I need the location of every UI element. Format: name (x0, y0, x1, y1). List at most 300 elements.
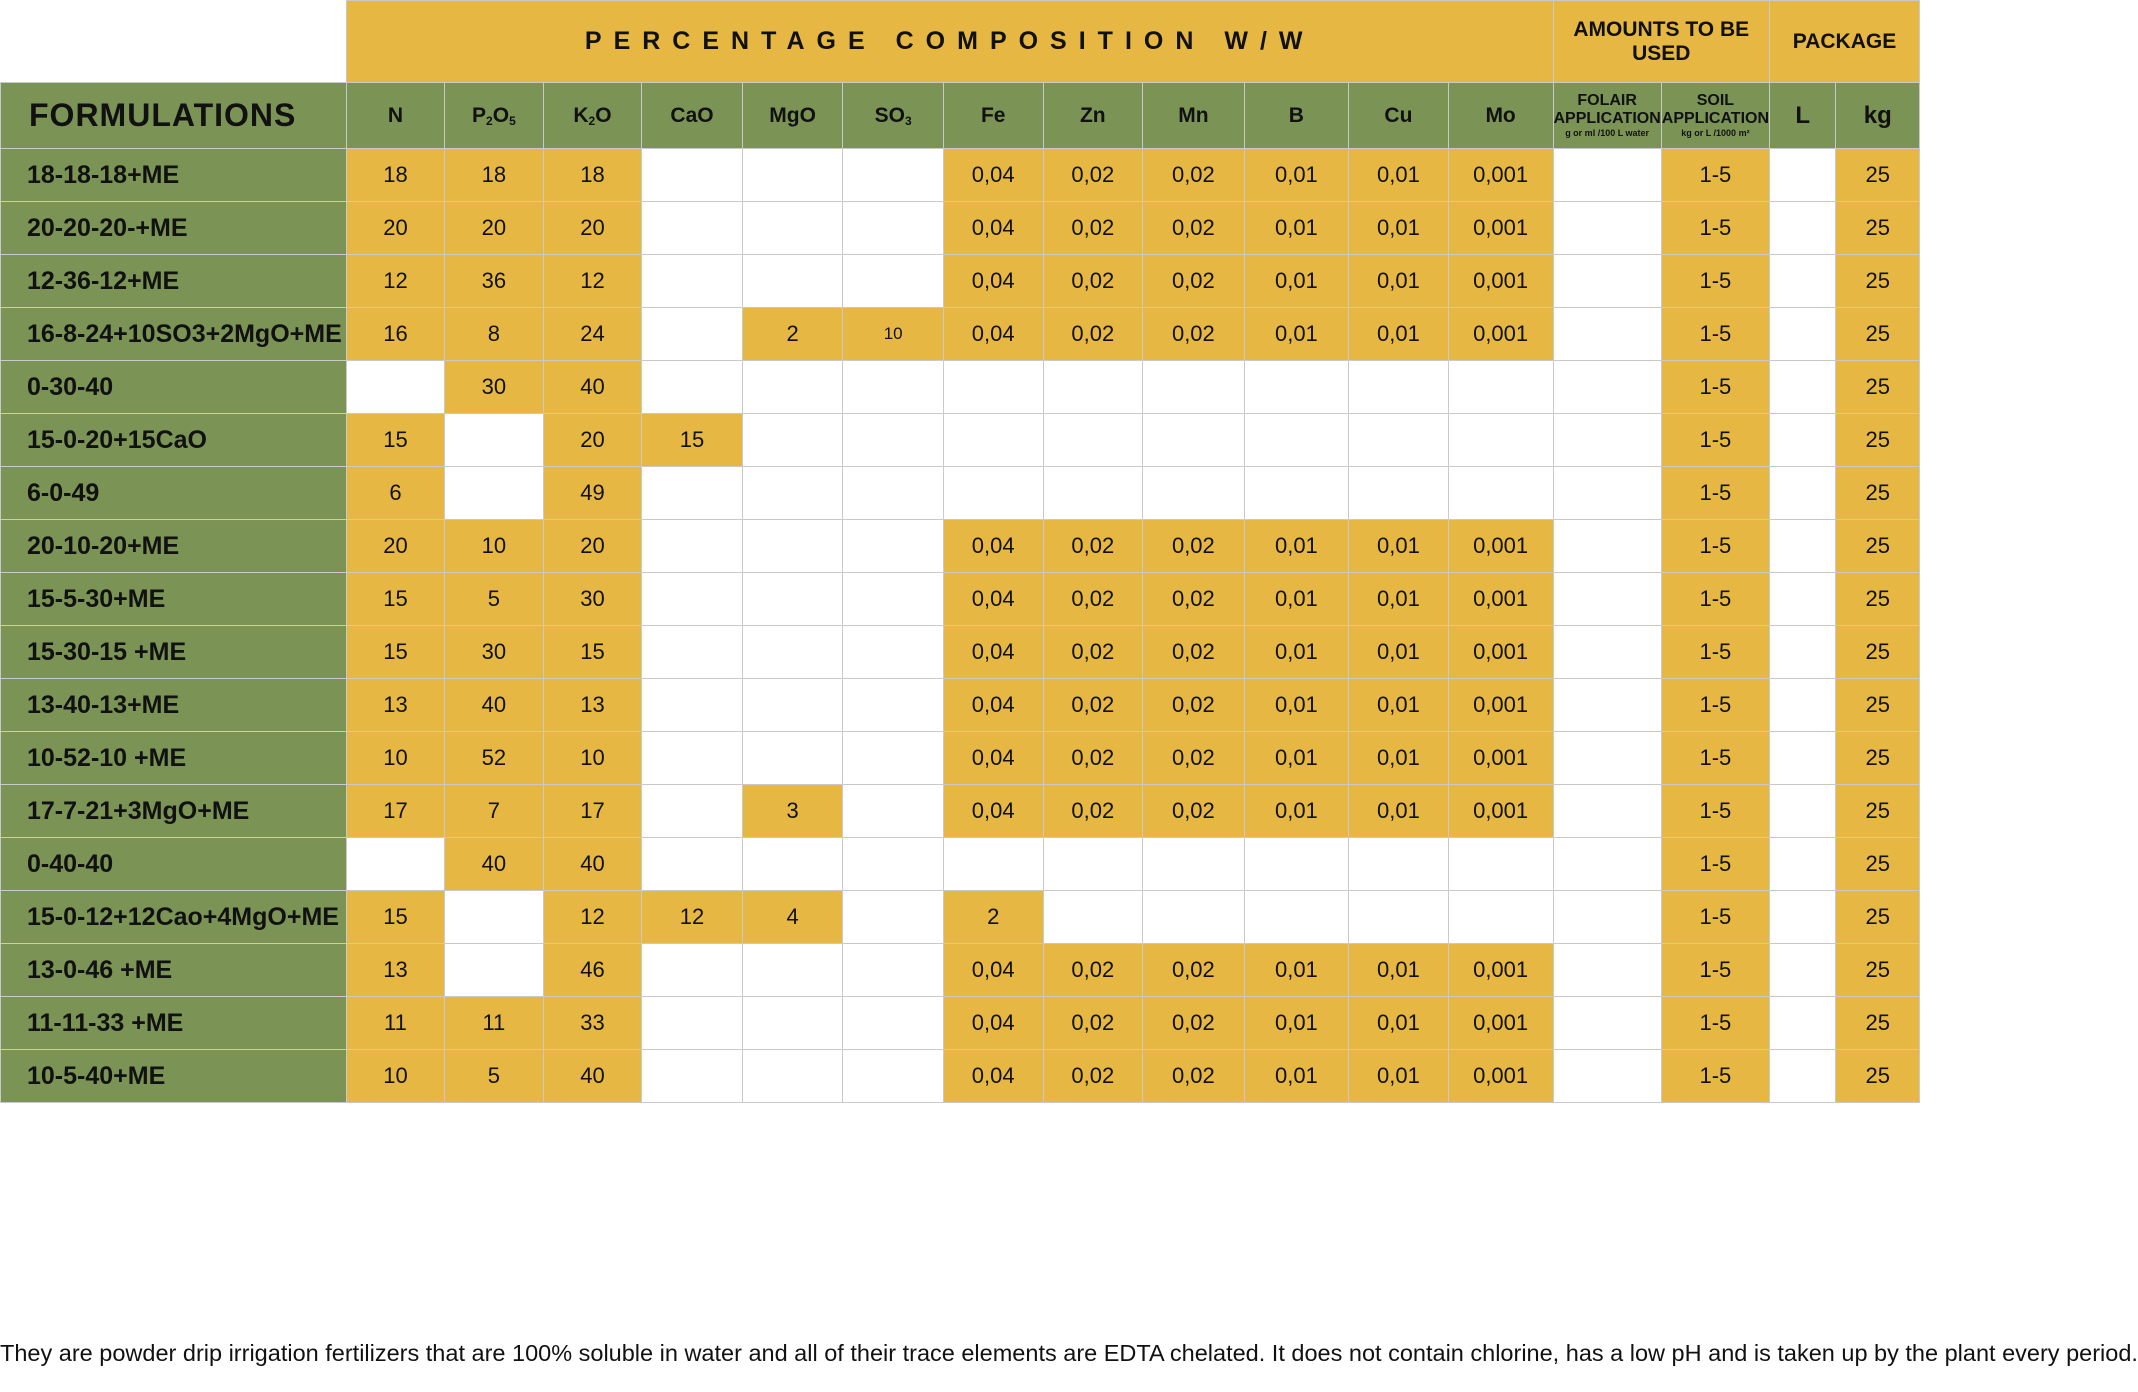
cell-mn: 0,02 (1143, 255, 1245, 308)
formulation-name: 20-20-20-+ME (1, 202, 347, 255)
table-row (1, 414, 1920, 467)
cell-so3 (843, 467, 943, 520)
cell-mn (1143, 467, 1245, 520)
header-soil-application (1661, 83, 1769, 149)
p-sub: 2 (486, 113, 493, 128)
cell-kg: 25 (1836, 573, 1920, 626)
cell-zn: 0,02 (1043, 573, 1143, 626)
cell-mgo: 4 (742, 891, 843, 944)
cell-l (1770, 997, 1836, 1050)
cell-l (1770, 467, 1836, 520)
header-mgo: MgO (742, 83, 843, 149)
column-header-row (1, 83, 1920, 149)
cell-soil: 1-5 (1661, 149, 1769, 202)
cell-mo: 0,001 (1448, 997, 1553, 1050)
cell-n (346, 838, 444, 891)
cell-cao (642, 997, 743, 1050)
cell-folair (1553, 573, 1661, 626)
cell-folair (1553, 255, 1661, 308)
cell-mo (1448, 414, 1553, 467)
formulation-name: 15-0-20+15CaO (1, 414, 347, 467)
cell-mgo (742, 838, 843, 891)
formulation-name: 15-5-30+ME (1, 573, 347, 626)
cell-p2o5: 5 (445, 1050, 544, 1103)
cell-n: 20 (346, 520, 444, 573)
cell-kg: 25 (1836, 149, 1920, 202)
composition-title: PERCENTAGE COMPOSITION W/W (346, 1, 1553, 83)
cell-b: 0,01 (1244, 626, 1348, 679)
cell-k2o: 20 (543, 414, 642, 467)
cell-k2o: 12 (543, 255, 642, 308)
cell-cu: 0,01 (1349, 308, 1449, 361)
formulation-name: 6-0-49 (1, 467, 347, 520)
formulation-name: 20-10-20+ME (1, 520, 347, 573)
cell-cu (1349, 467, 1449, 520)
cell-so3 (843, 626, 943, 679)
cell-cao (642, 626, 743, 679)
header-l: L (1770, 83, 1836, 149)
cell-soil: 1-5 (1661, 997, 1769, 1050)
cell-l (1770, 891, 1836, 944)
cell-soil: 1-5 (1661, 838, 1769, 891)
cell-kg: 25 (1836, 361, 1920, 414)
cell-zn (1043, 414, 1143, 467)
cell-cao (642, 573, 743, 626)
cell-mn: 0,02 (1143, 573, 1245, 626)
cell-so3 (843, 997, 943, 1050)
cell-cu: 0,01 (1349, 732, 1449, 785)
cell-n: 13 (346, 679, 444, 732)
cell-cao (642, 520, 743, 573)
cell-n: 10 (346, 1050, 444, 1103)
cell-l (1770, 679, 1836, 732)
cell-folair (1553, 626, 1661, 679)
cell-n: 15 (346, 891, 444, 944)
cell-soil: 1-5 (1661, 944, 1769, 997)
cell-soil: 1-5 (1661, 573, 1769, 626)
cell-k2o: 30 (543, 573, 642, 626)
cell-cu: 0,01 (1349, 626, 1449, 679)
cell-mo: 0,001 (1448, 944, 1553, 997)
cell-soil: 1-5 (1661, 202, 1769, 255)
cell-cao (642, 785, 743, 838)
header-b: B (1244, 83, 1348, 149)
cell-b: 0,01 (1244, 255, 1348, 308)
cell-folair (1553, 361, 1661, 414)
cell-folair (1553, 679, 1661, 732)
cell-k2o: 15 (543, 626, 642, 679)
table-row (1, 1050, 1920, 1103)
cell-zn: 0,02 (1043, 626, 1143, 679)
cell-p2o5: 40 (445, 679, 544, 732)
cell-fe: 0,04 (943, 679, 1043, 732)
cell-k2o: 40 (543, 361, 642, 414)
cell-kg: 25 (1836, 414, 1920, 467)
cell-mgo (742, 997, 843, 1050)
formulation-name: 16-8-24+10SO3+2MgO+ME (1, 308, 347, 361)
cell-zn: 0,02 (1043, 732, 1143, 785)
cell-fe: 0,04 (943, 1050, 1043, 1103)
cell-soil: 1-5 (1661, 414, 1769, 467)
cell-b: 0,01 (1244, 997, 1348, 1050)
formulation-name: 18-18-18+ME (1, 149, 347, 202)
header-fe: Fe (943, 83, 1043, 149)
cell-fe: 2 (943, 891, 1043, 944)
formulation-name: 15-0-12+12Cao+4MgO+ME (1, 891, 347, 944)
cell-mn: 0,02 (1143, 520, 1245, 573)
cell-folair (1553, 891, 1661, 944)
cell-b: 0,01 (1244, 732, 1348, 785)
cell-k2o: 10 (543, 732, 642, 785)
cell-cao (642, 308, 743, 361)
cell-mo: 0,001 (1448, 202, 1553, 255)
cell-l (1770, 1050, 1836, 1103)
cell-l (1770, 520, 1836, 573)
cell-b (1244, 361, 1348, 414)
cell-cao (642, 1050, 743, 1103)
cell-folair (1553, 414, 1661, 467)
cell-k2o: 20 (543, 520, 642, 573)
amounts-title: AMOUNTS TO BE USED (1553, 1, 1770, 83)
cell-fe: 0,04 (943, 944, 1043, 997)
cell-p2o5: 30 (445, 361, 544, 414)
cell-folair (1553, 838, 1661, 891)
cell-k2o: 49 (543, 467, 642, 520)
cell-so3 (843, 785, 943, 838)
table-row (1, 732, 1920, 785)
cell-cao (642, 944, 743, 997)
cell-fe: 0,04 (943, 255, 1043, 308)
cell-fe (943, 361, 1043, 414)
cell-cu (1349, 838, 1449, 891)
table-row (1, 785, 1920, 838)
formulation-name: 11-11-33 +ME (1, 997, 347, 1050)
cell-fe: 0,04 (943, 520, 1043, 573)
k-o-letter: O (595, 103, 612, 127)
cell-l (1770, 944, 1836, 997)
cell-zn: 0,02 (1043, 308, 1143, 361)
cell-so3 (843, 520, 943, 573)
cell-cu (1349, 891, 1449, 944)
table-row (1, 891, 1920, 944)
cell-so3 (843, 361, 943, 414)
corner-blank (1, 1, 347, 83)
table-row (1, 149, 1920, 202)
cell-soil: 1-5 (1661, 308, 1769, 361)
cell-cu: 0,01 (1349, 944, 1449, 997)
so-letters: SO (874, 103, 906, 127)
cell-so3 (843, 573, 943, 626)
cell-mgo (742, 732, 843, 785)
cell-mo: 0,001 (1448, 573, 1553, 626)
cell-zn: 0,02 (1043, 520, 1143, 573)
cell-cao: 15 (642, 414, 743, 467)
cell-n (346, 361, 444, 414)
cell-fe: 0,04 (943, 997, 1043, 1050)
formulation-name: 10-5-40+ME (1, 1050, 347, 1103)
cell-b: 0,01 (1244, 944, 1348, 997)
cell-cao (642, 838, 743, 891)
cell-cu (1349, 361, 1449, 414)
cell-soil: 1-5 (1661, 732, 1769, 785)
cell-so3 (843, 944, 943, 997)
cell-p2o5: 36 (445, 255, 544, 308)
cell-k2o: 20 (543, 202, 642, 255)
cell-mn (1143, 891, 1245, 944)
cell-b: 0,01 (1244, 573, 1348, 626)
cell-l (1770, 414, 1836, 467)
cell-kg: 25 (1836, 997, 1920, 1050)
cell-fe (943, 414, 1043, 467)
cell-fe: 0,04 (943, 785, 1043, 838)
formulation-name: 10-52-10 +ME (1, 732, 347, 785)
cell-so3 (843, 891, 943, 944)
cell-fe (943, 838, 1043, 891)
cell-mgo: 2 (742, 308, 843, 361)
cell-kg: 25 (1836, 520, 1920, 573)
cell-folair (1553, 785, 1661, 838)
formulation-name: 13-40-13+ME (1, 679, 347, 732)
table-row (1, 838, 1920, 891)
cell-cao: 12 (642, 891, 743, 944)
cell-so3: 10 (843, 308, 943, 361)
header-cu: Cu (1349, 83, 1449, 149)
cell-mn: 0,02 (1143, 1050, 1245, 1103)
table-row (1, 997, 1920, 1050)
cell-mo (1448, 467, 1553, 520)
cell-cu: 0,01 (1349, 255, 1449, 308)
cell-l (1770, 308, 1836, 361)
p-o-sub: 5 (509, 113, 516, 128)
cell-zn (1043, 891, 1143, 944)
cell-zn: 0,02 (1043, 1050, 1143, 1103)
cell-mn (1143, 838, 1245, 891)
cell-k2o: 40 (543, 838, 642, 891)
cell-zn: 0,02 (1043, 679, 1143, 732)
cell-zn: 0,02 (1043, 997, 1143, 1050)
table-row (1, 679, 1920, 732)
folair-line2: APPLICATION (1553, 110, 1661, 127)
cell-mn: 0,02 (1143, 202, 1245, 255)
cell-mn: 0,02 (1143, 997, 1245, 1050)
cell-mo: 0,001 (1448, 149, 1553, 202)
formulation-name: 13-0-46 +ME (1, 944, 347, 997)
header-folair-application (1553, 83, 1661, 149)
cell-b: 0,01 (1244, 149, 1348, 202)
table-row (1, 361, 1920, 414)
cell-kg: 25 (1836, 202, 1920, 255)
cell-kg: 25 (1836, 785, 1920, 838)
header-so3 (843, 83, 943, 149)
formulation-name: 12-36-12+ME (1, 255, 347, 308)
cell-n: 17 (346, 785, 444, 838)
cell-so3 (843, 1050, 943, 1103)
cell-mo: 0,001 (1448, 520, 1553, 573)
footnote: They are powder drip irrigation fertilizers that are 100% soluble in water and all of their trace elements are EDTA chelated. It does not contain chlorine, has a low pH and is taken up by the plant every period. (0, 1340, 2138, 1366)
cell-b: 0,01 (1244, 785, 1348, 838)
cell-so3 (843, 679, 943, 732)
header-kg: kg (1836, 83, 1920, 149)
cell-mo (1448, 838, 1553, 891)
cell-so3 (843, 732, 943, 785)
cell-folair (1553, 202, 1661, 255)
cell-n: 18 (346, 149, 444, 202)
cell-so3 (843, 255, 943, 308)
cell-mgo (742, 573, 843, 626)
p-o-letter: O (492, 103, 510, 127)
cell-k2o: 18 (543, 149, 642, 202)
cell-soil: 1-5 (1661, 255, 1769, 308)
cell-p2o5: 20 (445, 202, 544, 255)
cell-folair (1553, 732, 1661, 785)
cell-b: 0,01 (1244, 308, 1348, 361)
cell-mn (1143, 361, 1245, 414)
cell-zn: 0,02 (1043, 202, 1143, 255)
cell-zn (1043, 361, 1143, 414)
cell-fe: 0,04 (943, 732, 1043, 785)
cell-fe (943, 467, 1043, 520)
cell-n: 10 (346, 732, 444, 785)
package-title: PACKAGE (1770, 1, 1920, 83)
cell-b: 0,01 (1244, 202, 1348, 255)
table-row (1, 520, 1920, 573)
cell-p2o5: 10 (445, 520, 544, 573)
cell-mn: 0,02 (1143, 785, 1245, 838)
cell-soil: 1-5 (1661, 626, 1769, 679)
cell-mgo (742, 467, 843, 520)
header-cao: CaO (642, 83, 743, 149)
cell-cu: 0,01 (1349, 149, 1449, 202)
cell-soil: 1-5 (1661, 891, 1769, 944)
cell-so3 (843, 838, 943, 891)
cell-cu: 0,01 (1349, 679, 1449, 732)
formulation-name: 0-30-40 (1, 361, 347, 414)
cell-kg: 25 (1836, 732, 1920, 785)
cell-b (1244, 467, 1348, 520)
formulation-name: 15-30-15 +ME (1, 626, 347, 679)
cell-p2o5: 8 (445, 308, 544, 361)
cell-cu (1349, 414, 1449, 467)
cell-p2o5 (445, 414, 544, 467)
cell-soil: 1-5 (1661, 520, 1769, 573)
super-header-row (1, 1, 1920, 83)
cell-b: 0,01 (1244, 679, 1348, 732)
cell-mo: 0,001 (1448, 1050, 1553, 1103)
header-k2o (543, 83, 642, 149)
cell-cu: 0,01 (1349, 1050, 1449, 1103)
cell-l (1770, 732, 1836, 785)
table-row (1, 308, 1920, 361)
cell-soil: 1-5 (1661, 1050, 1769, 1103)
cell-kg: 25 (1836, 944, 1920, 997)
table-row (1, 626, 1920, 679)
cell-cao (642, 255, 743, 308)
cell-cao (642, 202, 743, 255)
p-letter: P (472, 103, 487, 127)
cell-mgo (742, 520, 843, 573)
cell-soil: 1-5 (1661, 785, 1769, 838)
folair-unit: g or ml /100 L water (1565, 128, 1650, 138)
cell-n: 6 (346, 467, 444, 520)
cell-b (1244, 891, 1348, 944)
cell-mgo (742, 414, 843, 467)
cell-kg: 25 (1836, 891, 1920, 944)
cell-folair (1553, 944, 1661, 997)
cell-mgo (742, 255, 843, 308)
cell-l (1770, 202, 1836, 255)
cell-p2o5 (445, 944, 544, 997)
folair-line1: FOLAIR (1577, 92, 1637, 109)
cell-p2o5: 18 (445, 149, 544, 202)
cell-mgo (742, 1050, 843, 1103)
so-sub: 3 (905, 113, 912, 128)
cell-cao (642, 467, 743, 520)
cell-soil: 1-5 (1661, 679, 1769, 732)
cell-cu: 0,01 (1349, 520, 1449, 573)
cell-p2o5: 11 (445, 997, 544, 1050)
cell-mo: 0,001 (1448, 785, 1553, 838)
cell-cao (642, 679, 743, 732)
cell-n: 20 (346, 202, 444, 255)
cell-p2o5: 40 (445, 838, 544, 891)
table-row (1, 255, 1920, 308)
cell-k2o: 33 (543, 997, 642, 1050)
cell-p2o5 (445, 467, 544, 520)
table-row (1, 202, 1920, 255)
cell-cu: 0,01 (1349, 997, 1449, 1050)
cell-cao (642, 732, 743, 785)
header-mo: Mo (1448, 83, 1553, 149)
cell-so3 (843, 202, 943, 255)
table-row (1, 944, 1920, 997)
table-row (1, 573, 1920, 626)
k-letter: K (573, 103, 589, 127)
cell-soil: 1-5 (1661, 361, 1769, 414)
formulation-name: 0-40-40 (1, 838, 347, 891)
cell-b (1244, 414, 1348, 467)
cell-mo (1448, 891, 1553, 944)
formulation-name: 17-7-21+3MgO+ME (1, 785, 347, 838)
cell-mgo (742, 626, 843, 679)
cell-cu: 0,01 (1349, 785, 1449, 838)
cell-b (1244, 838, 1348, 891)
cell-zn (1043, 467, 1143, 520)
cell-mn: 0,02 (1143, 944, 1245, 997)
cell-mgo (742, 361, 843, 414)
cell-l (1770, 361, 1836, 414)
cell-mn: 0,02 (1143, 679, 1245, 732)
header-formulations: FORMULATIONS (1, 83, 347, 149)
cell-zn: 0,02 (1043, 149, 1143, 202)
cell-p2o5: 5 (445, 573, 544, 626)
cell-cu: 0,01 (1349, 202, 1449, 255)
soil-line2: APPLICATION (1661, 110, 1770, 127)
soil-unit: kg or L /1000 m² (1681, 128, 1750, 138)
cell-mn: 0,02 (1143, 626, 1245, 679)
header-mn: Mn (1143, 83, 1245, 149)
table-row (1, 467, 1920, 520)
cell-kg: 25 (1836, 255, 1920, 308)
header-n: N (346, 83, 444, 149)
cell-fe: 0,04 (943, 573, 1043, 626)
cell-kg: 25 (1836, 626, 1920, 679)
cell-n: 15 (346, 414, 444, 467)
cell-mo: 0,001 (1448, 679, 1553, 732)
cell-mgo (742, 944, 843, 997)
cell-mo: 0,001 (1448, 308, 1553, 361)
cell-n: 12 (346, 255, 444, 308)
cell-b: 0,01 (1244, 1050, 1348, 1103)
